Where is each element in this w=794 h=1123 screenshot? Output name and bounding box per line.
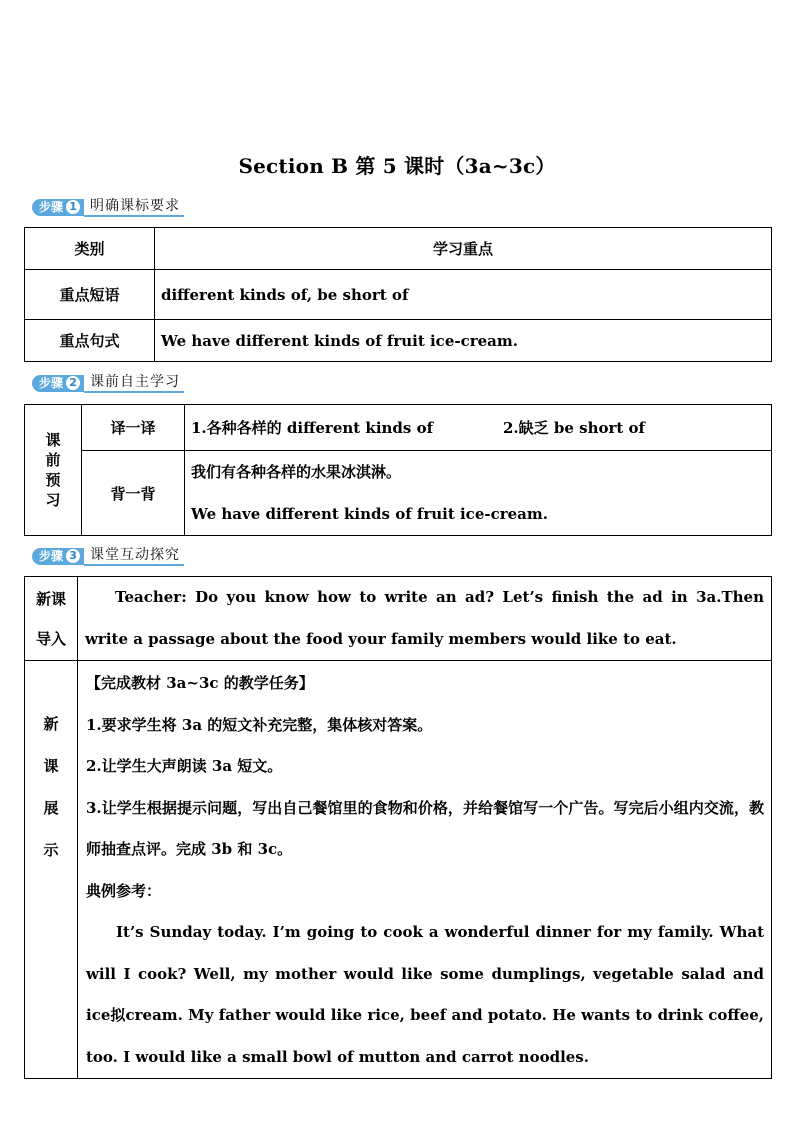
show-label [25,661,78,1079]
show-line-task: 【完成教材 3a~3c 的教学任务】 [86,674,314,692]
intro-text: Teacher: Do you know how to write an ad? Let’s finish the ad in 3a.Then write a passage about the food your family members would like to eat. [85,588,764,648]
step-badge-label: 步骤 [39,548,64,563]
step-badge [32,199,84,216]
step-caption: 课前自主学习 [84,373,184,393]
intro-label [25,577,78,661]
show-line-3: 3.让学生根据提示问题，写出自己餐馆里的食物和价格，并给餐馆写一个广告。写完后小组内交流，教师抽查点评。完成 3b 和 3c。 [86,798,764,858]
preview-side-text: 课前预习 [45,431,61,509]
row-label-sentences: 重点句式 [25,320,155,362]
step-number: 2 [66,376,80,390]
translate-item-2: 2.缺乏 be short of [503,419,646,437]
translate-content [185,405,772,451]
recite-line-2: We have different kinds of fruit ice-cream. [191,505,548,523]
preview-side-label [25,405,82,536]
translate-item-1: 1.各种各样的 different kinds of [191,419,434,437]
intro-label-text: 新课导入 [35,589,66,648]
show-line-example-heading: 典例参考： [86,881,162,900]
step-caption: 课堂互动探究 [84,546,184,566]
step-badge-label: 步骤 [39,375,64,390]
preview-table [24,404,772,536]
show-content [78,661,772,1079]
row-label-phrases: 重点短语 [25,270,155,320]
step-badge-label: 步骤 [39,199,64,214]
step-2-header [32,374,184,392]
intro-content [78,577,772,661]
step-3-header [32,547,184,565]
row-content-sentences: We have different kinds of fruit ice-cream. [155,320,772,362]
row-content-phrases: different kinds of, be short of [155,270,772,320]
show-line-1: 1.要求学生将 3a 的短文补充完整，集体核对答案。 [86,715,433,734]
page-title: Section B 第 5 课时（3a~3c） [238,154,556,178]
show-line-2: 2.让学生大声朗读 3a 短文。 [86,757,283,775]
show-label-text: 新课展示 [43,715,59,859]
step-badge [32,548,84,565]
header-category: 类别 [25,228,155,270]
example-paragraph: It’s Sunday today. I’m going to cook a wonderful dinner for my family. What will I cook? Well, my mother would like some dumplings, vegetable salad and ice拟cream. My father would like rice, beef and potato. He wants to drink coffee, too. I would like a small bowl of mutton and carrot noodles. [86,923,764,1066]
step-1-header [32,198,184,216]
key-points-table [24,227,772,362]
step-number: 1 [66,200,80,214]
step-badge [32,375,84,392]
recite-line-1: 我们有各种各样的水果冰淇淋。 [191,463,402,481]
translate-label: 译一译 [82,405,185,451]
header-key-points: 学习重点 [155,228,772,270]
step-number: 3 [66,549,80,563]
recite-content [185,451,772,536]
classroom-table [24,576,772,1079]
step-caption: 明确课标要求 [84,197,184,217]
recite-label: 背一背 [82,451,185,536]
